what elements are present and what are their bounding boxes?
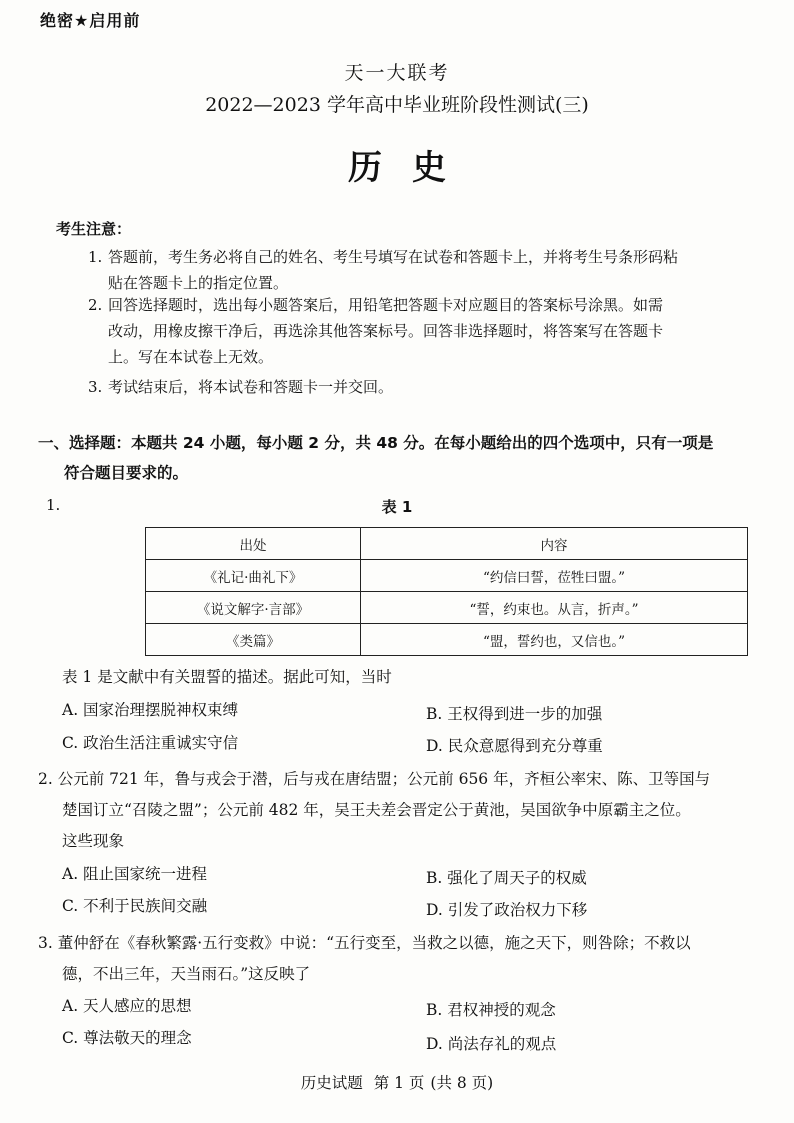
- footer-subject: 历史试题: [300, 1074, 363, 1092]
- section-line: 一、选择题：本题共 24 小题，每小题 2 分，共 48 分。在每小题给出的四个选项中，只有一项是: [38, 434, 714, 452]
- section-line: 符合题目要求的。: [64, 464, 189, 482]
- table-cell: “盟，誓约也，又信也。”: [361, 624, 748, 656]
- table-cell: “誓，约束也。从言，折声。”: [361, 592, 748, 624]
- notice-text: 答题前，考生务必将自己的姓名、考生号填写在试卷和答题卡上，并将考生号条形码粘: [108, 248, 679, 266]
- question-number: 1.: [46, 496, 61, 514]
- answer-option[interactable]: A. 阻止国家统一进程: [62, 865, 208, 883]
- answer-option[interactable]: A. 天人感应的思想: [62, 997, 192, 1015]
- subject-title: 历史: [348, 148, 476, 188]
- answer-option[interactable]: A. 国家治理摆脱神权束缚: [62, 701, 239, 719]
- table-cell: 《说文解字·言部》: [146, 592, 361, 624]
- table-header-cell: 出处: [146, 528, 361, 560]
- answer-option[interactable]: D. 尚法存礼的观点: [426, 1035, 557, 1053]
- stem-line: 德，不出三年，天当雨石。”这反映了: [62, 965, 311, 983]
- exam-title: 2022—2023 学年高中毕业班阶段性测试(三): [205, 94, 589, 116]
- table-cell: 《礼记·曲礼下》: [146, 560, 361, 592]
- page-footer: [0, 1071, 794, 1093]
- answer-option[interactable]: C. 政治生活注重诚实守信: [62, 734, 239, 752]
- footer-page: 第 1 页: [373, 1074, 425, 1092]
- answer-option[interactable]: B. 王权得到进一步的加强: [426, 705, 603, 723]
- stem-line: 楚国订立“召陵之盟”；公元前 482 年，吴王夫差会晋定公于黄池，吴国欲争中原霸主之位。: [62, 801, 691, 819]
- answer-option[interactable]: C. 尊法敬天的理念: [62, 1029, 192, 1047]
- table-caption: 表 1: [381, 498, 413, 516]
- question-stem: [38, 764, 762, 857]
- notice-text: 回答选择题时，选出每小题答案后，用铅笔把答题卡对应题目的答案标号涂黑。如需: [108, 296, 664, 314]
- answer-option[interactable]: D. 民众意愿得到充分尊重: [426, 737, 603, 755]
- table-row: [146, 592, 748, 624]
- notice-text: 贴在答题卡上的指定位置。: [108, 274, 289, 292]
- table-cell: 《类篇》: [146, 624, 361, 656]
- notice-text: 上。写在本试卷上无效。: [108, 348, 274, 366]
- exam-org: 天一大联考: [344, 62, 450, 84]
- notice-num: 2.: [88, 296, 103, 314]
- notice-text: 改动，用橡皮擦干净后，再选涂其他答案标号。回答非选择题时，将答案写在答题卡: [108, 322, 664, 340]
- section-heading: [38, 428, 758, 488]
- stem-line: 2. 公元前 721 年，鲁与戎会于潜，后与戎在唐结盟；公元前 656 年，齐桓公率宋、陈、卫等国与: [38, 770, 711, 788]
- stem-line: 这些现象: [62, 832, 125, 850]
- question-stem: 表 1 是文献中有关盟誓的描述。据此可知，当时: [62, 668, 392, 686]
- stem-line: 3. 董仲舒在《春秋繁露·五行变救》中说：“五行变至，当救之以德，施之天下，则咎除；不救以: [38, 934, 691, 952]
- notice-title: 考生注意：: [56, 220, 132, 238]
- footer-total: (共 8 页): [430, 1074, 494, 1092]
- question-stem: [38, 928, 762, 990]
- secret-label: 绝密★启用前: [40, 11, 141, 30]
- table-row: [146, 560, 748, 592]
- answer-option[interactable]: B. 君权神授的观念: [426, 1001, 556, 1019]
- answer-option[interactable]: D. 引发了政治权力下移: [426, 901, 588, 919]
- notice-text: 考试结束后，将本试卷和答题卡一并交回。: [108, 378, 394, 396]
- notice-item-2: [88, 292, 760, 370]
- notice-item-3: [88, 374, 760, 400]
- source-table: [145, 527, 748, 656]
- notice-num: 1.: [88, 248, 103, 266]
- table-cell: “约信曰誓，莅牲曰盟。”: [361, 560, 748, 592]
- answer-option[interactable]: B. 强化了周天子的权威: [426, 869, 587, 887]
- notice-num: 3.: [88, 378, 103, 396]
- table-header-row: [146, 528, 748, 560]
- table-header-cell: 内容: [361, 528, 748, 560]
- notice-item-1: [88, 244, 760, 296]
- table-row: [146, 624, 748, 656]
- answer-option[interactable]: C. 不利于民族间交融: [62, 897, 208, 915]
